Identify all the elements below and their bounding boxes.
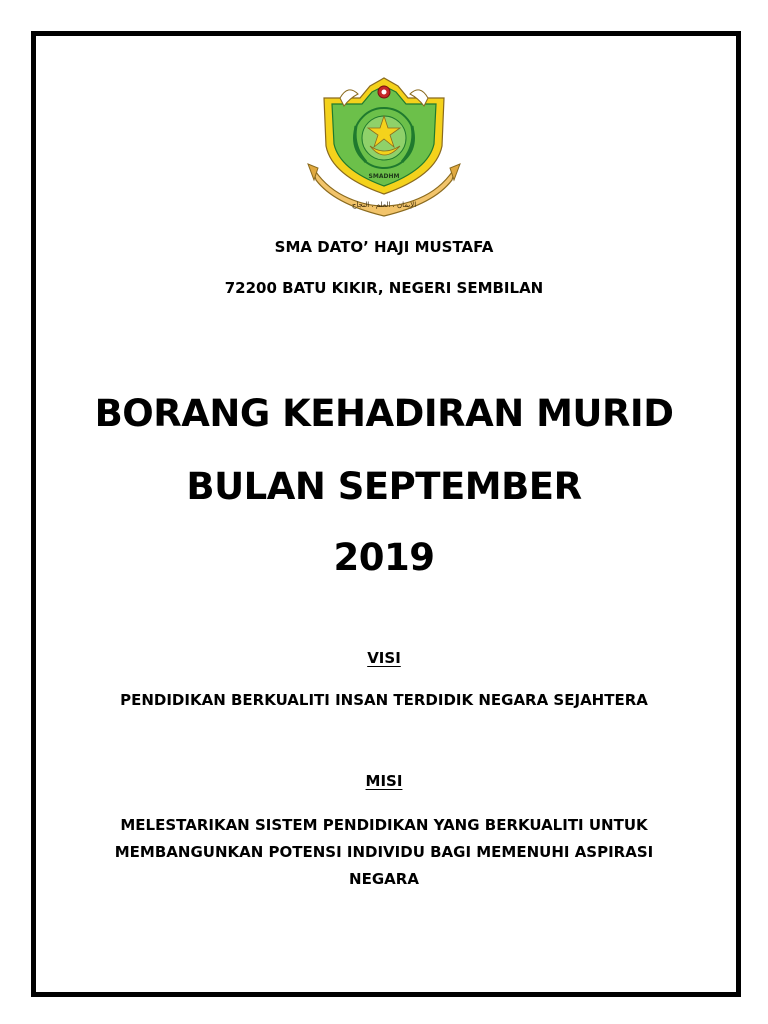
misi-heading: MISI xyxy=(365,772,403,790)
school-name: SMA DATO’ HAJI MUSTAFA xyxy=(274,238,494,256)
misi-text-line1: MELESTARIKAN SISTEM PENDIDIKAN YANG BERKUALITI UNTUK xyxy=(120,816,648,834)
logo-inner-text: SMADHM xyxy=(368,173,400,180)
misi-text-line3: NEGARA xyxy=(349,870,419,888)
form-title-year: 2019 xyxy=(333,536,435,579)
school-crest-icon xyxy=(304,76,464,222)
visi-heading: VISI xyxy=(367,649,401,667)
misi-text xyxy=(60,812,708,893)
misi-text-line2: MEMBANGUNKAN POTENSI INDIVIDU BAGI MEMENUHI ASPIRASI xyxy=(114,843,654,861)
form-title-line2: BULAN SEPTEMBER xyxy=(186,465,582,508)
form-title-line1: BORANG KEHADIRAN MURID xyxy=(94,392,674,435)
visi-text: PENDIDIKAN BERKUALITI INSAN TERDIDIK NEGARA SEJAHTERA xyxy=(120,691,648,709)
school-address: 72200 BATU KIKIR, NEGERI SEMBILAN xyxy=(224,279,544,297)
logo-banner-text: الإيمان . العلم . النجاح xyxy=(351,201,417,209)
